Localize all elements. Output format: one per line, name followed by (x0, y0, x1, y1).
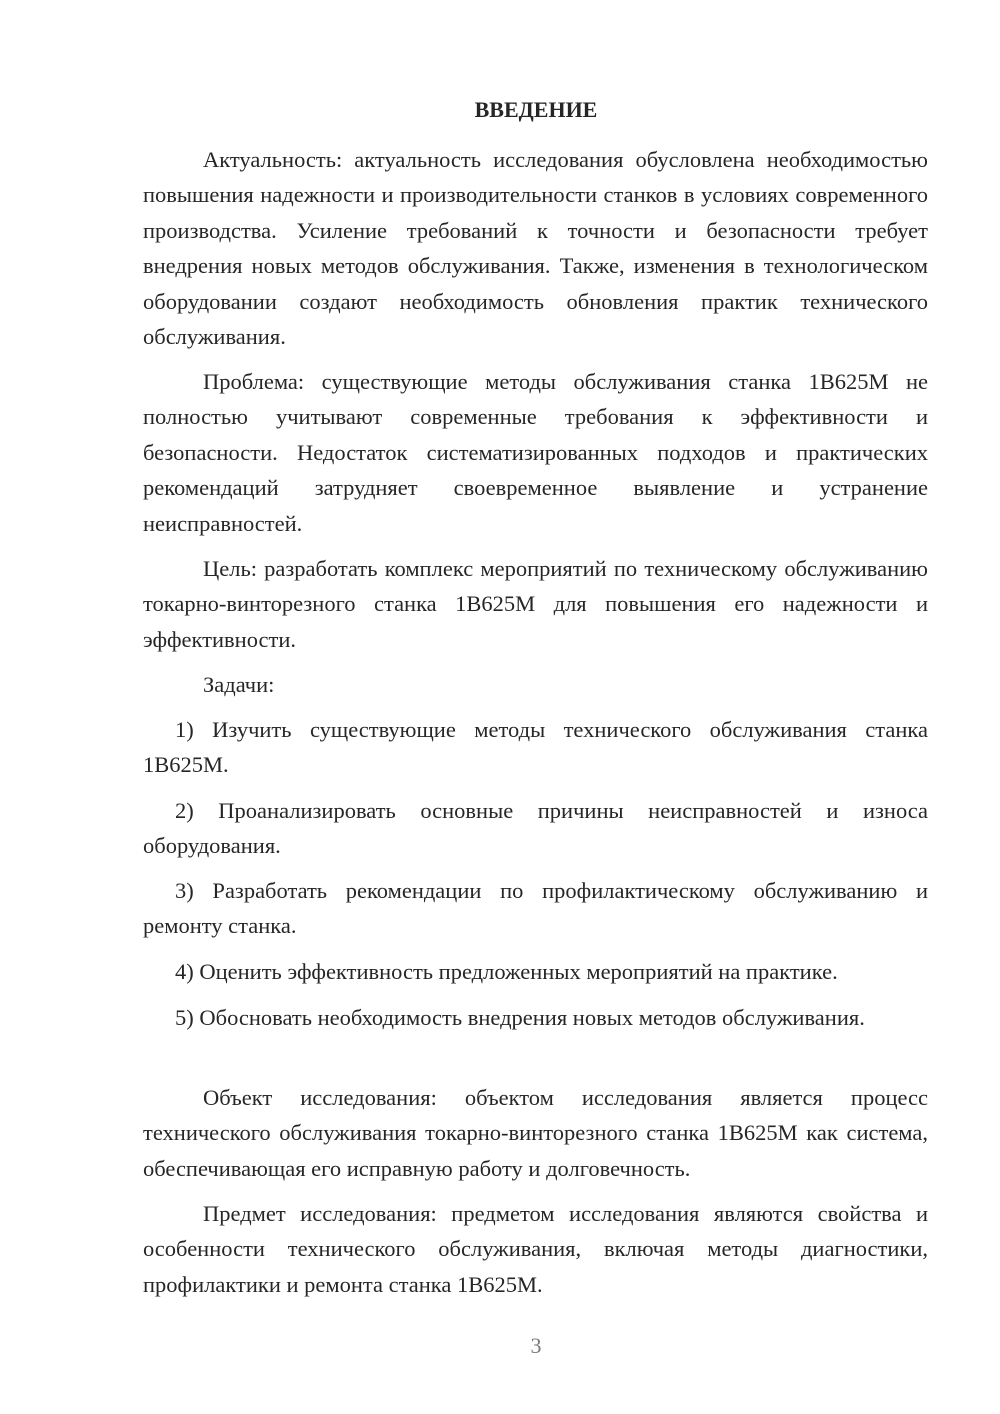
task-item-1: 1) Изучить существующие методы технического обслуживания станка 1В625М. (143, 717, 928, 778)
task-item-4: 4) Оценить эффективность предложенных мероприятий на практике. (175, 959, 838, 984)
paragraph-subject: Предмет исследования: предметом исследования являются свойства и особенности технического обслуживания, включая методы диагностики, профилактики и ремонта станка 1В625М. (143, 1201, 928, 1297)
task-item-5: 5) Обосновать необходимость внедрения новых методов обслуживания. (175, 1005, 865, 1030)
paragraph-problem: Проблема: существующие методы обслуживания станка 1В625М не полностью учитывают современные требования к эффективности и безопасности. Недостаток систематизированных подходов и практических рекомендаций затрудняет своевременное выявление и устранение неисправностей. (143, 369, 928, 536)
task-item-3: 3) Разработать рекомендации по профилактическому обслуживанию и ремонту станка. (143, 878, 928, 939)
section-heading: ВВЕДЕНИЕ (474, 97, 598, 122)
tasks-label: Задачи: (203, 672, 275, 697)
paragraph-relevance: Актуальность: актуальность исследования обусловлена необходимостью повышения надежности и производительности станков в условиях современного производства. Усиление требований к точности и безопасности требует внедрения новых методов обслуживания. Также, изменения в технологическом оборудовании создают необходимость обновления практик технического обслуживания. (143, 147, 928, 350)
page-number: 3 (530, 1333, 542, 1358)
paragraph-object: Объект исследования: объектом исследования является процесс технического обслуживания токарно-винторезного станка 1В625М как система, обеспечивающая его исправную работу и долговечность. (143, 1085, 928, 1181)
paragraph-goal: Цель: разработать комплекс мероприятий по техническому обслуживанию токарно-винторезного станка 1В625М для повышения его надежности и эффективности. (143, 556, 928, 652)
task-item-2: 2) Проанализировать основные причины неисправностей и износа оборудования. (143, 798, 928, 859)
